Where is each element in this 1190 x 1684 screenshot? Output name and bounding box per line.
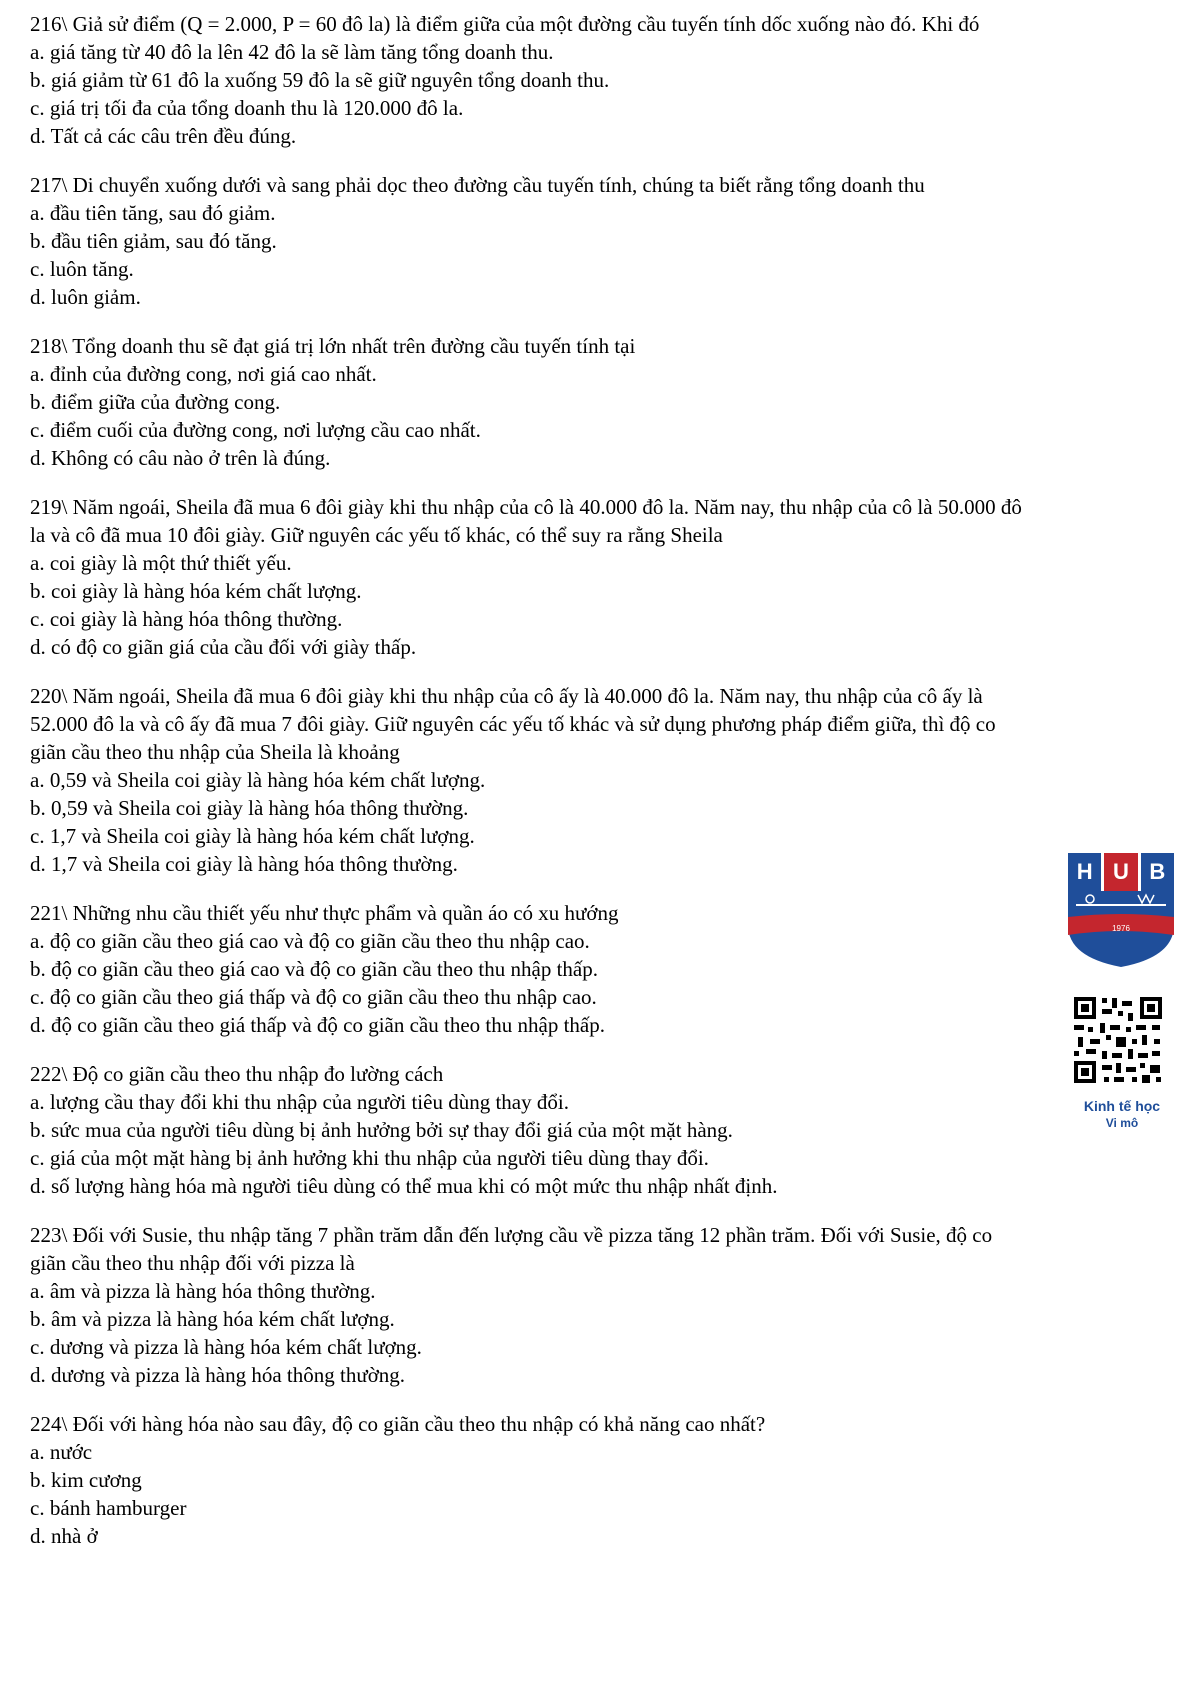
- answer-option: c. độ co giãn cầu theo giá thấp và độ co giãn cầu theo thu nhập cao.: [30, 985, 597, 1009]
- answer-option: c. luôn tăng.: [30, 257, 134, 281]
- question-block: [30, 1221, 1170, 1389]
- question-text: giãn cầu theo thu nhập của Sheila là khoảng: [30, 740, 400, 764]
- answer-option: a. lượng cầu thay đổi khi thu nhập của người tiêu dùng thay đổi.: [30, 1090, 569, 1114]
- answer-option: a. đầu tiên tăng, sau đó giảm.: [30, 201, 276, 225]
- answer-option: b. sức mua của người tiêu dùng bị ảnh hưởng bởi sự thay đổi giá của một mặt hàng.: [30, 1118, 733, 1142]
- answer-option: d. 1,7 và Sheila coi giày là hàng hóa thông thường.: [30, 852, 458, 876]
- logo-caption-main: Kinh tế học: [1083, 1098, 1161, 1114]
- hub-letters: [1068, 853, 1174, 891]
- answer-option: c. bánh hamburger: [30, 1496, 187, 1520]
- hub-year: 1976: [1112, 924, 1130, 933]
- question-block: [30, 899, 1170, 1039]
- question-text: 220\ Năm ngoái, Sheila đã mua 6 đôi giày khi thu nhập của cô ấy là 40.000 đô la. Năm nay, thu nhập của cô ấy là: [30, 684, 983, 708]
- answer-option: b. coi giày là hàng hóa kém chất lượng.: [30, 579, 362, 603]
- answer-option: b. kim cương: [30, 1468, 142, 1492]
- answer-option: b. giá giảm từ 61 đô la xuống 59 đô la sẽ giữ nguyên tổng doanh thu.: [30, 68, 610, 92]
- question-block: [30, 1410, 1170, 1550]
- question-text: 223\ Đối với Susie, thu nhập tăng 7 phần trăm dẫn đến lượng cầu về pizza tăng 12 phần trăm. Đối với Susie, độ co: [30, 1223, 993, 1247]
- answer-option: d. luôn giảm.: [30, 285, 141, 309]
- answer-option: d. nhà ở: [30, 1524, 98, 1548]
- question-text: giãn cầu theo thu nhập đối với pizza là: [30, 1251, 355, 1275]
- question-text: 222\ Độ co giãn cầu theo thu nhập đo lường cách: [30, 1062, 444, 1086]
- question-block: [30, 682, 1170, 878]
- hub-letter-u: U: [1104, 853, 1137, 891]
- answer-option: d. số lượng hàng hóa mà người tiêu dùng có thể mua khi có một mức thu nhập nhất định.: [30, 1174, 778, 1198]
- answer-option: a. 0,59 và Sheila coi giày là hàng hóa kém chất lượng.: [30, 768, 486, 792]
- answer-option: d. có độ co giãn giá của cầu đối với giày thấp.: [30, 635, 417, 659]
- question-text: la và cô đã mua 10 đôi giày. Giữ nguyên các yếu tố khác, có thể suy ra rằng Sheila: [30, 523, 723, 547]
- hub-shield-icon: [1068, 891, 1174, 969]
- question-block: [30, 332, 1170, 472]
- answer-option: b. âm và pizza là hàng hóa kém chất lượng.: [30, 1307, 395, 1331]
- answer-option: c. giá trị tối đa của tổng doanh thu là 120.000 đô la.: [30, 96, 464, 120]
- question-text: 221\ Những nhu cầu thiết yếu như thực phẩm và quần áo có xu hướng: [30, 901, 619, 925]
- answer-option: d. độ co giãn cầu theo giá thấp và độ co giãn cầu theo thu nhập thấp.: [30, 1013, 605, 1037]
- answer-option: a. âm và pizza là hàng hóa thông thường.: [30, 1279, 376, 1303]
- answer-option: b. độ co giãn cầu theo giá cao và độ co giãn cầu theo thu nhập thấp.: [30, 957, 598, 981]
- answer-option: a. giá tăng từ 40 đô la lên 42 đô la sẽ làm tăng tổng doanh thu.: [30, 40, 554, 64]
- question-text: 219\ Năm ngoái, Sheila đã mua 6 đôi giày khi thu nhập của cô là 40.000 đô la. Năm nay, thu nhập của cô là 50.000 đô: [30, 495, 1022, 519]
- answer-option: d. Tất cả các câu trên đều đúng.: [30, 124, 297, 148]
- answer-option: c. coi giày là hàng hóa thông thường.: [30, 607, 343, 631]
- question-text: 52.000 đô la và cô ấy đã mua 7 đôi giày. Giữ nguyên các yếu tố khác và sử dụng phương pháp điểm giữa, thì độ co: [30, 712, 996, 736]
- question-block: [30, 171, 1170, 311]
- question-text: 218\ Tổng doanh thu sẽ đạt giá trị lớn nhất trên đường cầu tuyến tính tại: [30, 334, 636, 358]
- question-text: 217\ Di chuyển xuống dưới và sang phải dọc theo đường cầu tuyến tính, chúng ta biết rằng tổng doanh thu: [30, 173, 925, 197]
- answer-option: d. dương và pizza là hàng hóa thông thường.: [30, 1363, 406, 1387]
- answer-option: d. Không có câu nào ở trên là đúng.: [30, 446, 331, 470]
- hub-letter-h: H: [1068, 853, 1101, 891]
- answer-option: a. đỉnh của đường cong, nơi giá cao nhất.: [30, 362, 377, 386]
- answer-option: b. đầu tiên giảm, sau đó tăng.: [30, 229, 277, 253]
- answer-option: a. độ co giãn cầu theo giá cao và độ co giãn cầu theo thu nhập cao.: [30, 929, 590, 953]
- logo-caption-sub: Vi mô: [1105, 1116, 1139, 1130]
- question-block: [30, 1060, 1170, 1200]
- answer-option: c. giá của một mặt hàng bị ảnh hưởng khi thu nhập của người tiêu dùng thay đổi.: [30, 1146, 709, 1170]
- answer-option: a. coi giày là một thứ thiết yếu.: [30, 551, 292, 575]
- hub-logo: [1068, 853, 1174, 974]
- qr-code-icon: [1072, 995, 1164, 1085]
- answer-option: c. điểm cuối của đường cong, nơi lượng cầu cao nhất.: [30, 418, 481, 442]
- question-text: 224\ Đối với hàng hóa nào sau đây, độ co giãn cầu theo thu nhập có khả năng cao nhất?: [30, 1412, 766, 1436]
- question-document: [30, 10, 1170, 1571]
- answer-option: a. nước: [30, 1440, 93, 1464]
- question-block: [30, 10, 1170, 150]
- answer-option: b. điểm giữa của đường cong.: [30, 390, 281, 414]
- answer-option: c. 1,7 và Sheila coi giày là hàng hóa kém chất lượng.: [30, 824, 475, 848]
- answer-option: c. dương và pizza là hàng hóa kém chất lượng.: [30, 1335, 422, 1359]
- answer-option: b. 0,59 và Sheila coi giày là hàng hóa thông thường.: [30, 796, 469, 820]
- hub-letter-b: B: [1141, 853, 1174, 891]
- question-text: 216\ Giả sử điểm (Q = 2.000, P = 60 đô la) là điểm giữa của một đường cầu tuyến tính dốc xuống nào đó. Khi đó: [30, 12, 980, 36]
- question-block: [30, 493, 1170, 661]
